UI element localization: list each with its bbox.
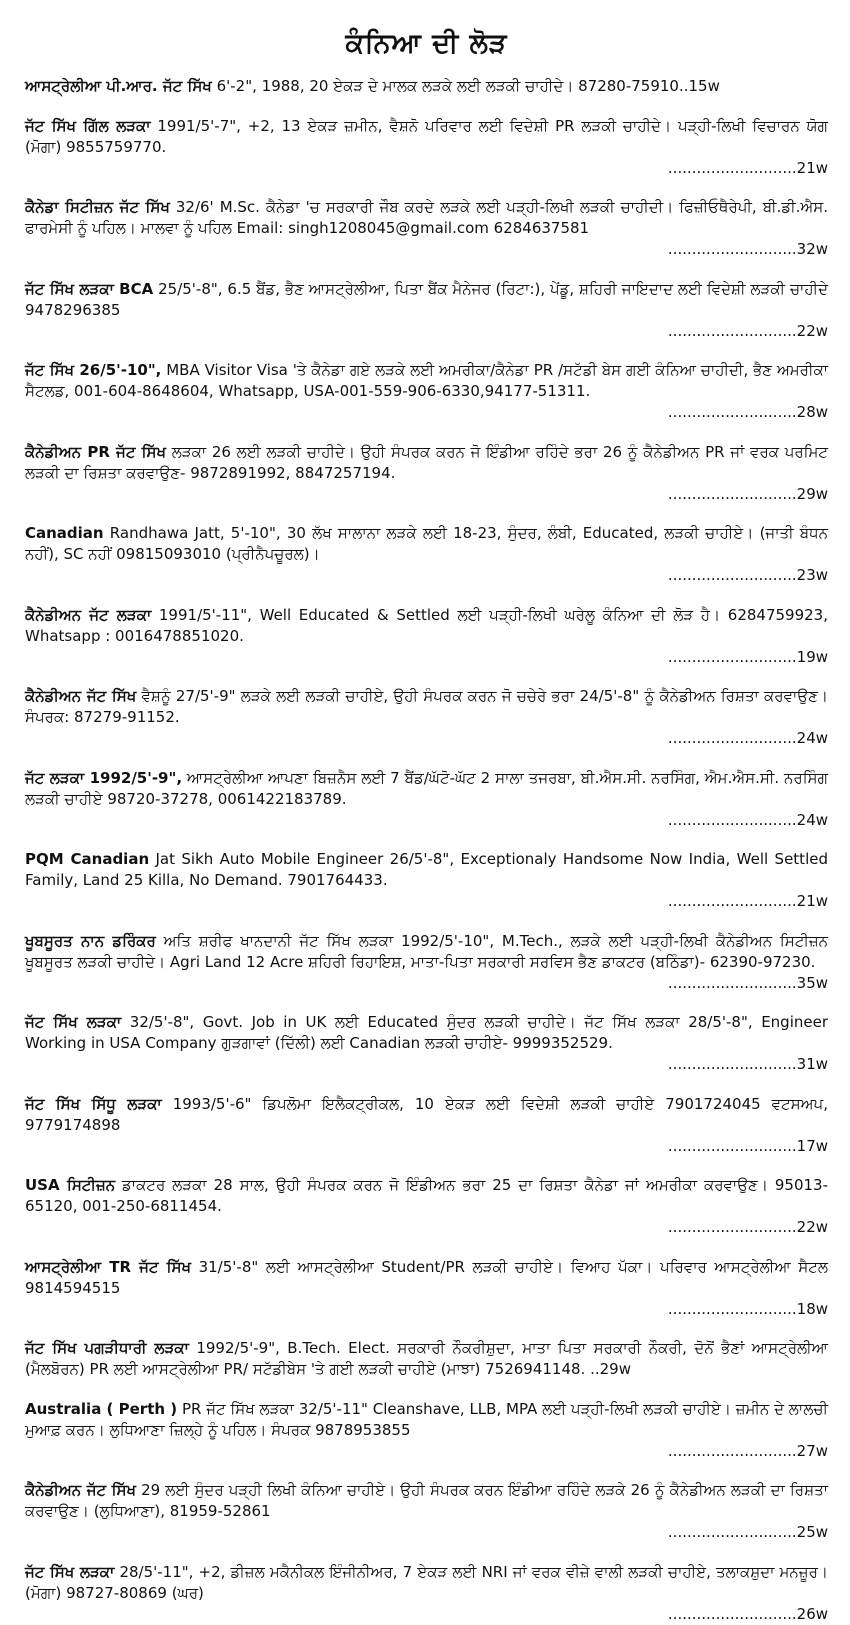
ad-lead: ਜੱਟ ਸਿੱਖ ਪਗੜੀਧਾਰੀ ਲੜਕਾ xyxy=(25,1339,189,1357)
ad-text: 6'-2", 1988, 20 ਏਕੜ ਦੇ ਮਾਲਕ ਲੜਕੇ ਲਈ ਲੜਕੀ ਚਾਹੀਦੇ। 87280-75910..15w xyxy=(211,77,720,95)
ad-code: ...........................21w xyxy=(667,158,828,177)
ad-text: 29 ਲਈ ਸੁੰਦਰ ਪੜ੍ਹੀ ਲਿਖੀ ਕੰਨਿਆ ਚਾਹੀਏ। ਉਹੀ ਸੰਪਰਕ ਕਰਨ ਇੰਡੀਆ ਰਹਿੰਦੇ ਲੜਕੇ 26 ਨੂੰ ਕੈਨੇਡੀਅਨ ਲੜਕੀ ਦਾ ਰਿਸ਼ਤਾ ਕਰਵਾਉਣ। (ਲੁਧਿਆਣਾ), 81959-52861 xyxy=(25,1481,828,1520)
ad-item xyxy=(25,768,828,831)
ad-code: ...........................21w xyxy=(667,892,828,910)
ad-item xyxy=(25,1257,828,1320)
ad-text: 1991/5'-7", +2, 13 ਏਕੜ ਜ਼ਮੀਨ, ਵੈਸ਼ਨੋ ਪਰਿਵਾਰ ਲਈ ਵਿਦੇਸ਼ੀ PR ਲੜਕੀ ਚਾਹੀਦੇ। ਪੜ੍ਹੀ-ਲਿਖੀ ਵਿਚਾਰਨ ਯੋਗ (ਮੋਗਾ) 9855759770. xyxy=(25,116,829,156)
ad-lead: ਆਸਟ੍ਰੇਲੀਆ TR ਜੱਟ ਸਿੱਖ xyxy=(25,1257,191,1276)
ad-item xyxy=(25,1480,828,1543)
ad-item xyxy=(25,605,828,668)
ad-item xyxy=(25,1562,828,1625)
ad-lead: ਜੱਟ ਲੜਕਾ 1992/5'-9", xyxy=(25,768,183,787)
ad-item xyxy=(25,1094,828,1157)
ad-text: 31/5'-8" ਲਈ ਆਸਟ੍ਰੇਲੀਆ Student/PR ਲੜਕੀ ਚਾਹੀਏ। ਵਿਆਹ ਪੱਕਾ। ਪਰਿਵਾਰ ਆਸਟ੍ਰੇਲੀਆ ਸੈਟਲ 9814594515 xyxy=(25,1257,829,1297)
ad-code: ...........................27w xyxy=(667,1441,828,1460)
ad-item xyxy=(25,523,828,586)
ads-list xyxy=(25,76,828,1625)
ad-item xyxy=(25,442,828,505)
ad-item xyxy=(25,197,828,260)
ad-text: 28/5'-11", +2, ਡੀਜ਼ਲ ਮਕੈਨੀਕਲ ਇੰਜੀਨੀਅਰ, 7 ਏਕੜ ਲਈ NRI ਜਾਂ ਵਰਕ ਵੀਜ਼ੇ ਵਾਲੀ ਲੜਕੀ ਚਾਹੀਏ, ਤਲਾਕਸ਼ੁਦਾ ਮਨਜ਼ੂਰ। (ਮੋਗਾ) 98727-80869 (ਘਰ) xyxy=(25,1562,828,1602)
ad-text: ਡਾਕਟਰ ਲੜਕਾ 28 ਸਾਲ, ਉਹੀ ਸੰਪਰਕ ਕਰਨ ਜੋ ਇੰਡੀਅਨ ਭਰਾ 25 ਦਾ ਰਿਸ਼ਤਾ ਕੈਨੇਡਾ ਜਾਂ ਅਮਰੀਕਾ ਕਰਵਾਉਣ। 95013-65120, 001-250-6811454. xyxy=(25,1176,828,1215)
ad-lead: ਜੱਟ ਸਿੱਖ ਲੜਕਾ xyxy=(25,1013,122,1031)
ad-code: ...........................25w xyxy=(667,1523,828,1541)
ad-code: ...........................22w xyxy=(667,1218,828,1236)
ad-text: ਲੜਕਾ 26 ਲਈ ਲੜਕੀ ਚਾਹੀਦੇ। ਉਹੀ ਸੰਪਰਕ ਕਰਨ ਜੋ ਇੰਡੀਆ ਰਹਿੰਦੇ ਭਰਾ 26 ਨੂੰ ਕੈਨੇਡੀਅਨ PR ਜਾਂ ਵਰਕ ਪਰਮਿਟ ਲੜਕੀ ਦਾ ਰਿਸ਼ਤਾ ਕਰਵਾਉਣ- 9872891992, 8847257194. xyxy=(25,442,828,482)
ad-lead: ਜੱਟ ਸਿੱਖ 26/5'-10", xyxy=(25,361,162,379)
ad-item xyxy=(25,76,828,97)
ad-item xyxy=(25,849,828,912)
ad-lead: USA ਸਿਟੀਜ਼ਨ xyxy=(25,1176,116,1194)
ad-item xyxy=(25,1012,828,1075)
ad-lead: ਕੈਨੇਡੀਅਨ ਜੱਟ ਸਿੱਖ xyxy=(25,687,137,705)
ad-code: ...........................35w xyxy=(667,973,828,992)
ad-code: ...........................28w xyxy=(667,403,828,421)
ad-lead: ਆਸਟ੍ਰੇਲੀਆ ਪੀ.ਆਰ. ਜੱਟ ਸਿੱਖ xyxy=(25,77,212,95)
ad-code: ...........................29w xyxy=(667,484,828,503)
ad-lead: ਜੱਟ ਸਿੱਖ ਲੜਕਾ BCA xyxy=(25,279,154,298)
ad-lead: PQM Canadian xyxy=(25,850,150,868)
ad-text: ਵੈਸ਼ਨੂੰ 27/5'-9" ਲੜਕੇ ਲਈ ਲੜਕੀ ਚਾਹੀਏ, ਉਹੀ ਸੰਪਰਕ ਕਰਨ ਜੋ ਚਚੇਰੇ ਭਰਾ 24/5'-8" ਨੂੰ ਕੈਨੇਡੀਅਨ ਰਿਸ਼ਤਾ ਕਰਵਾਉਣ। ਸੰਪਰਕ: 87279-91152. xyxy=(25,687,828,726)
ad-item xyxy=(25,1338,828,1380)
ad-code: ...........................26w xyxy=(667,1604,828,1623)
ad-text: 1991/5'-11", Well Educated & Settled ਲਈ ਪੜ੍ਹੀ-ਲਿਖੀ ਘਰੇਲੂ ਕੰਨਿਆ ਦੀ ਲੋੜ ਹੈ। 6284759923, Whatsapp : 0016478851020. xyxy=(25,605,828,645)
ad-text: Randhawa Jatt, 5'-10", 30 ਲੱਖ ਸਾਲਾਨਾ ਲੜਕੇ ਲਈ 18-23, ਸੁੰਦਰ, ਲੰਬੀ, Educated, ਲੜਕੀ ਚਾਹੀਏ। (ਜਾਤੀ ਬੰਧਨ ਨਹੀਂ), SC ਨਹੀਂ 09815093010 (ਪ੍ਰੀਨੈਪਚੂਰਲ)। xyxy=(25,524,828,563)
ad-text: 1993/5'-6" ਡਿਪਲੋਮਾ ਇਲੈਕਟ੍ਰੀਕਲ, 10 ਏਕੜ ਲਈ ਵਿਦੇਸ਼ੀ ਲੜਕੀ ਚਾਹੀਏ 7901724045 ਵਟਸਅਪ, 9779174898 xyxy=(25,1094,828,1134)
ad-item xyxy=(25,1175,828,1238)
ad-text: ਆਸਟ੍ਰੇਲੀਆ ਆਪਣਾ ਬਿਜ਼ਨੈਸ ਲਈ 7 ਬੈਂਡ/ਘੱਟੋ-ਘੱਟ 2 ਸਾਲਾ ਤਜਰਬਾ, ਬੀ.ਐਸ.ਸੀ. ਨਰਸਿੰਗ, ਐਮ.ਐਸ.ਸੀ. ਨਰਸਿੰਗ ਲੜਕੀ ਚਾਹੀਏ 98720-37278, 0061422183789. xyxy=(25,768,828,808)
ad-text: 25/5'-8", 6.5 ਬੈਂਡ, ਭੈਣ ਆਸਟ੍ਰੇਲੀਆ, ਪਿਤਾ ਬੈਂਕ ਮੈਨੇਜਰ (ਰਿਟਾ:), ਪੇਂਡੂ, ਸ਼ਹਿਰੀ ਜਾਇਦਾਦ ਲਈ ਵਿਦੇਸ਼ੀ ਲੜਕੀ ਚਾਹੀਦੇ 9478296385 xyxy=(25,279,829,319)
ad-lead: Canadian xyxy=(25,524,104,542)
ad-lead: ਜੱਟ ਸਿੱਖ ਸਿੱਧੂ ਲੜਕਾ xyxy=(25,1094,162,1113)
ad-text: Jat Sikh Auto Mobile Engineer 26/5'-8", Exceptionaly Handsome Now India, Well Settled Family, Land 25 Killa, No Demand. 7901764433. xyxy=(25,850,828,889)
ad-lead: ਕੈਨੇਡਾ ਸਿਟੀਜ਼ਨ ਜੱਟ ਸਿੱਖ xyxy=(25,198,170,216)
ad-text: ਅਤਿ ਸ਼ਰੀਫ ਖਾਨਦਾਨੀ ਜੱਟ ਸਿੱਖ ਲੜਕਾ 1992/5'-10", M.Tech., ਲੜਕੇ ਲਈ ਪੜ੍ਹੀ-ਲਿਖੀ ਕੈਨੇਡੀਅਨ ਸਿਟੀਜ਼ਨ ਖੂਬਸੂਰਤ ਲੜਕੀ ਚਾਹੀਦੇ। Agri Land 12 Acre ਸ਼ਹਿਰੀ ਰਿਹਾਇਸ਼, ਮਾਤਾ-ਪਿਤਾ ਸਰਕਾਰੀ ਸਰਵਿਸ ਭੈਣ ਡਾਕਟਰ (ਬਠਿੰਡਾ)- 62390-97230. xyxy=(25,931,829,971)
ad-code: ...........................24w xyxy=(667,810,828,829)
ad-item xyxy=(25,931,828,994)
ad-text: 32/5'-8", Govt. Job in UK ਲਈ Educated ਸੁੰਦਰ ਲੜਕੀ ਚਾਹੀਦੇ। ਜੱਟ ਸਿੱਖ ਲੜਕਾ 28/5'-8", Engineer Working in USA Company ਗੁੜਗਾਵਾਂ (ਦਿੱਲੀ) ਲਈ Canadian ਲੜਕੀ ਚਾਹੀਏ- 9999352529. xyxy=(25,1013,829,1052)
ad-lead: Australia ( Perth ) xyxy=(25,1399,178,1418)
ad-code: ...........................19w xyxy=(667,647,828,666)
ad-lead: ਕੈਨੇਡੀਅਨ PR ਜੱਟ ਸਿੱਖ xyxy=(25,442,166,461)
ad-item xyxy=(25,1399,828,1462)
ad-text: PR ਜੱਟ ਸਿੱਖ ਲੜਕਾ 32/5'-11" Cleanshave, LLB, MPA ਲਈ ਪੜ੍ਹੀ-ਲਿਖੀ ਲੜਕੀ ਚਾਹੀਏ। ਜ਼ਮੀਨ ਦੇ ਲਾਲਚੀ ਮੁਆਫ਼ ਕਰਨ। ਲੁਧਿਆਣਾ ਜ਼ਿਲ੍ਹੇ ਨੂੰ ਪਹਿਲ। ਸੰਪਰਕ 9878953855 xyxy=(25,1399,828,1439)
ad-item xyxy=(25,279,828,342)
ad-text: 1992/5'-9", B.Tech. Elect. ਸਰਕਾਰੀ ਨੌਕਰੀਸ਼ੁਦਾ, ਮਾਤਾ ਪਿਤਾ ਸਰਕਾਰੀ ਨੌਕਰੀ, ਦੋਨੋਂ ਭੈਣਾਂ ਆਸਟ੍ਰੇਲੀਆ (ਮੈਲਬੋਰਨ) PR ਲਈ ਆਸਟ੍ਰੇਲੀਆ PR/ ਸਟੱਡੀਬੇਸ 'ਤੇ ਗਈ ਲੜਕੀ ਚਾਹੀਏ (ਮਾਝਾ) 7526941148. ..29w xyxy=(25,1339,828,1378)
ad-code: ...........................32w xyxy=(667,240,828,258)
page-title: ਕੰਨਿਆ ਦੀ ਲੋੜ xyxy=(345,28,508,59)
ad-item xyxy=(25,360,828,423)
ad-text: 32/6' M.Sc. ਕੈਨੇਡਾ 'ਚ ਸਰਕਾਰੀ ਜੌਬ ਕਰਦੇ ਲੜਕੇ ਲਈ ਪੜ੍ਹੀ-ਲਿਖੀ ਲੜਕੀ ਚਾਹੀਦੀ। ਫਿਜ਼ੀਓਥੈਰੇਪੀ, ਬੀ.ਡੀ.ਐਸ. ਫਾਰਮੇਸੀ ਨੂੰ ਪਹਿਲ। ਮਾਲਵਾ ਨੂੰ ਪਹਿਲ Email: singh1208045@gmail.com 6284637581 xyxy=(25,198,828,237)
ad-lead: ਜੱਟ ਸਿੱਖ ਗਿੱਲ ਲੜਕਾ xyxy=(25,116,151,135)
ad-item xyxy=(25,116,828,179)
ad-code: ...........................31w xyxy=(667,1055,828,1073)
ad-lead: ਜੱਟ ਸਿੱਖ ਲੜਕਾ xyxy=(25,1562,115,1581)
ad-code: ...........................17w xyxy=(667,1136,828,1155)
ad-code: ...........................18w xyxy=(667,1299,828,1318)
ad-text: MBA Visitor Visa 'ਤੇ ਕੈਨੇਡਾ ਗਏ ਲੜਕੇ ਲਈ ਅਮਰੀਕਾ/ਕੈਨੇਡਾ PR /ਸਟੱਡੀ ਬੇਸ ਗਈ ਕੰਨਿਆ ਚਾਹੀਦੀ, ਭੈਣ ਅਮਰੀਕਾ ਸੈਟਲਡ, 001-604-8648604, Whatsapp, USA-001-559-906-6330,94177-51311. xyxy=(25,361,828,400)
ad-code: ...........................22w xyxy=(667,321,828,340)
ad-code: ...........................23w xyxy=(667,566,828,584)
ad-lead: ਖੂਬਸੂਰਤ ਨਾਨ ਡਰਿੰਕਰ xyxy=(25,931,156,950)
ad-code: ...........................24w xyxy=(667,729,828,747)
ad-item xyxy=(25,686,828,749)
ad-lead: ਕੈਨੇਡੀਅਨ ਜੱਟ ਸਿੱਖ xyxy=(25,1481,136,1499)
ad-lead: ਕੈਨੇਡੀਅਨ ਜੱਟ ਲੜਕਾ xyxy=(25,605,152,624)
